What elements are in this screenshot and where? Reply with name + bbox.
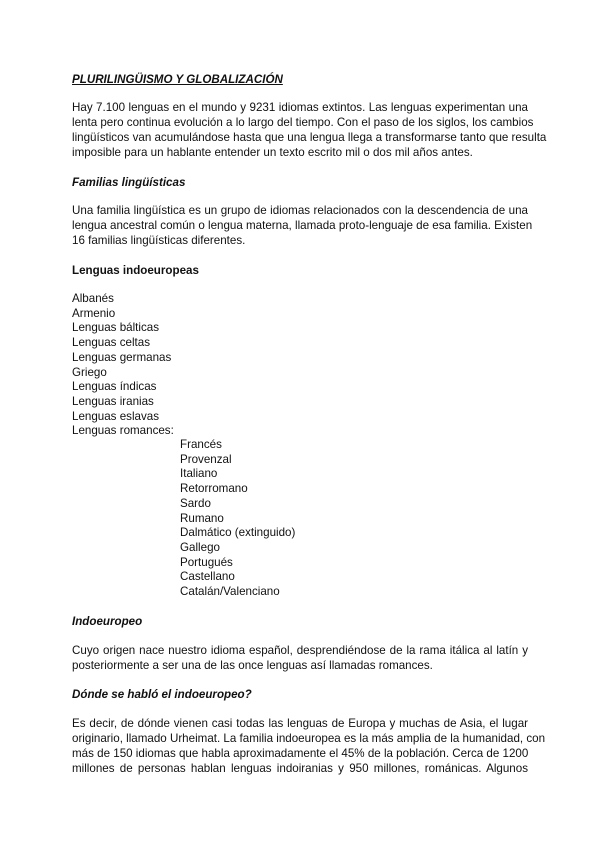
list-item: Lenguas germanas — [72, 350, 172, 364]
list-item: Sardo — [180, 496, 211, 510]
paragraph-line: originario, llamado Urheimat. La familia indoeuropea es la más amplia de la humanidad, con — [72, 732, 546, 745]
intro-paragraph — [72, 100, 547, 160]
document-title: PLURILINGÜISMO Y GLOBALIZACIÓN — [72, 73, 283, 86]
list-item: Catalán/Valenciano — [180, 585, 280, 599]
donde-paragraph — [72, 716, 546, 776]
section-heading-familias: Familias lingüísticas — [72, 176, 186, 189]
list-item: Portugués — [180, 555, 233, 569]
paragraph-line: Una familia lingüística es un grupo de idiomas relacionados con la descendencia de una — [72, 204, 528, 217]
paragraph-line: Cuyo origen nace nuestro idioma español, desprendiéndose de la rama itálica al latín y — [72, 644, 528, 657]
section-heading-donde: Dónde se habló el indoeuropeo? — [72, 688, 252, 701]
list-item: Dalmático (extinguido) — [180, 526, 296, 540]
list-item: Lenguas romances: — [72, 424, 174, 438]
list-item: Lenguas celtas — [72, 336, 150, 350]
paragraph-line: millones de personas hablan lenguas indoiranias y 950 millones, románicas. Algunos — [72, 762, 528, 775]
list-item: Gallego — [180, 540, 220, 554]
romances-list — [180, 438, 295, 600]
paragraph-line: más de 150 idiomas que habla aproximadamente el 45% de la población. Cerca de 1200 — [72, 747, 529, 760]
list-item: Albanés — [72, 292, 114, 305]
indoeuropeas-list — [72, 292, 174, 439]
list-item: Lenguas bálticas — [72, 321, 160, 335]
paragraph-line: 16 familias lingüísticas diferentes. — [72, 234, 246, 247]
indoeuropeo-paragraph — [72, 643, 528, 673]
paragraph-line: lingüísticos van acumulándose hasta que una lengua llega a transformarse tanto que resulta — [72, 131, 547, 144]
paragraph-line: lenta pero continua evolución a lo largo del tiempo. Con el paso de los siglos, los cambios — [72, 116, 534, 129]
list-item: Lenguas iranias — [72, 394, 154, 408]
paragraph-line: imposible para un hablante entender un texto escrito mil o dos mil años antes. — [72, 146, 473, 159]
list-item: Lenguas índicas — [72, 380, 157, 394]
list-item: Armenio — [72, 306, 116, 320]
paragraph-line: posteriormente a ser una de las once lenguas así llamadas romances. — [72, 659, 433, 672]
list-item: Castellano — [180, 570, 235, 584]
list-item: Italiano — [180, 467, 218, 481]
list-item: Retorromano — [180, 482, 248, 496]
list-item: Provenzal — [180, 452, 232, 466]
paragraph-line: Hay 7.100 lenguas en el mundo y 9231 idiomas extintos. Las lenguas experimentan una — [72, 101, 528, 114]
familias-paragraph — [72, 203, 533, 248]
list-item: Rumano — [180, 511, 224, 525]
section-heading-indoeuropeo: Indoeuropeo — [72, 615, 143, 628]
paragraph-line: Es decir, de dónde vienen casi todas las lenguas de Europa y muchas de Asia, el lugar — [72, 717, 528, 730]
section-heading-indoeuropeas: Lenguas indoeuropeas — [72, 264, 199, 277]
list-item: Lenguas eslavas — [72, 409, 160, 423]
list-item: Francés — [180, 438, 222, 451]
paragraph-line: lengua ancestral común o lengua materna, llamada proto-lenguaje de esa familia. Existen — [72, 219, 533, 232]
list-item: Griego — [72, 365, 107, 379]
